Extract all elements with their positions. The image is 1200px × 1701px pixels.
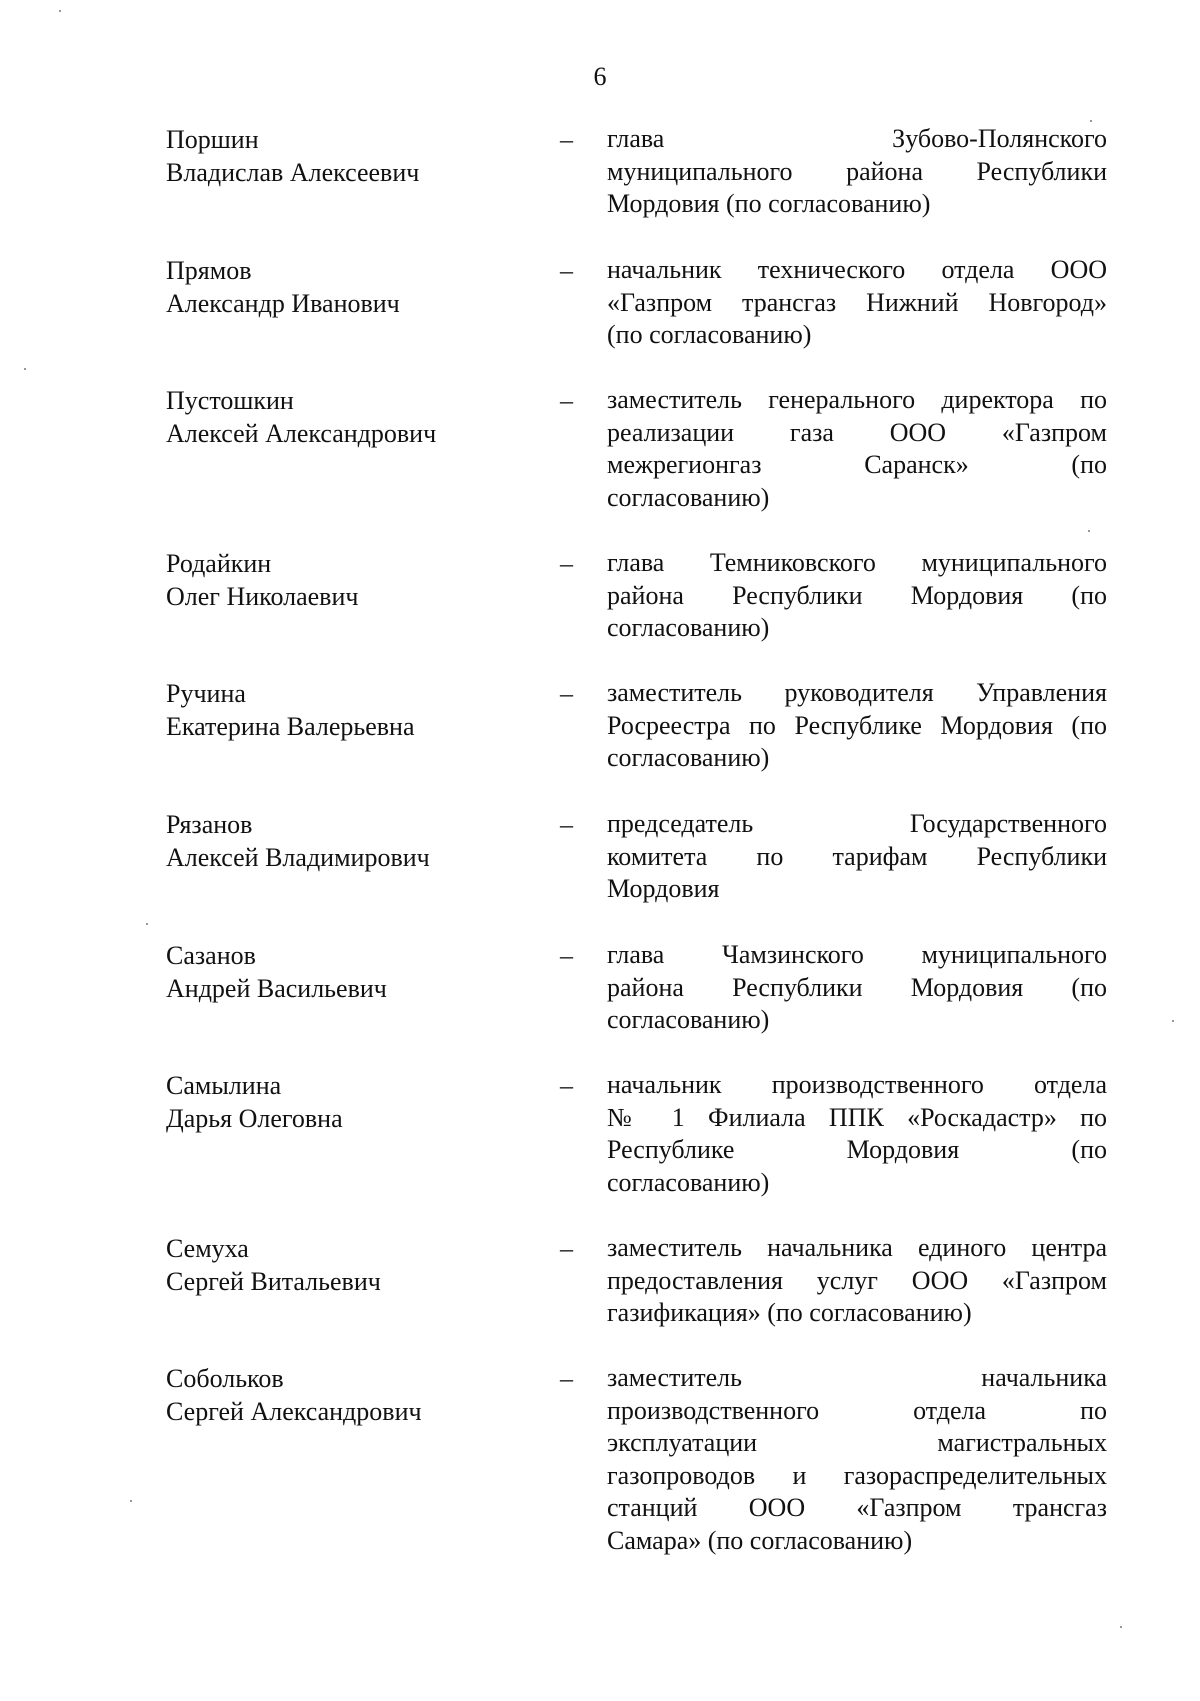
position-line: заместитель начальника единого центра (607, 1233, 1107, 1262)
position-line: начальник производственного отдела (607, 1070, 1107, 1099)
position-line: газопроводов и газораспределительных (607, 1460, 1107, 1490)
position-line: Самара» (по согласованию) (607, 1525, 913, 1555)
person-given-names: Сергей Александрович (166, 1397, 422, 1426)
position-line: «Газпром трансгаз Нижний Новгород» (607, 287, 1107, 317)
person-name (166, 808, 546, 874)
position-line: согласованию) (607, 482, 770, 512)
position-line: района Республики Мордовия (по (607, 972, 1107, 1002)
entry-dash: – (560, 386, 573, 415)
position-description (607, 1069, 1107, 1199)
position-line: предоставления услуг ООО «Газпром (607, 1265, 1107, 1295)
position-line: согласованию) (607, 1167, 770, 1197)
scan-speck (1088, 530, 1090, 532)
person-surname: Семуха (166, 1234, 249, 1263)
position-line: глава Чамзинского муниципального (607, 940, 1107, 969)
entry-dash: – (560, 1071, 573, 1100)
position-description (607, 677, 1107, 775)
person-surname: Родайкин (166, 549, 272, 578)
position-line: заместитель руководителя Управления (607, 678, 1107, 707)
position-line: станций ООО «Газпром трансгаз (607, 1493, 1107, 1522)
position-line: согласованию) (607, 743, 770, 772)
position-line: Мордовия (607, 874, 720, 903)
position-line: согласованию) (607, 1005, 770, 1034)
scan-speck (1172, 1020, 1174, 1022)
position-line: председатель Государственного (607, 809, 1107, 838)
position-line: начальник технического отдела ООО (607, 255, 1107, 284)
position-line: № 1 Филиала ППК «Роскадастр» по (607, 1102, 1107, 1132)
position-line: реализации газа ООО «Газпром (607, 417, 1107, 447)
person-name (166, 677, 546, 743)
person-given-names: Олег Николаевич (166, 582, 359, 611)
entry-dash: – (560, 125, 573, 154)
entry-dash: – (560, 549, 573, 578)
person-surname: Поршин (166, 125, 259, 154)
position-line: производственного отдела по (607, 1395, 1107, 1425)
person-name (166, 939, 546, 1005)
position-description (607, 939, 1107, 1037)
position-line: газификация» (по согласованию) (607, 1298, 972, 1327)
person-name (166, 254, 546, 320)
person-given-names: Дарья Олеговна (166, 1104, 343, 1133)
position-line: эксплуатации магистральных (607, 1428, 1107, 1457)
position-line: муниципального района Республики (607, 156, 1107, 186)
entry-dash: – (560, 1364, 573, 1393)
person-given-names: Екатерина Валерьевна (166, 712, 415, 741)
entry-dash: – (560, 810, 573, 839)
entry-dash: – (560, 256, 573, 285)
position-line: Мордовия (по согласованию) (607, 189, 931, 218)
position-line: глава Темниковского муниципального (607, 548, 1107, 577)
person-given-names: Алексей Александрович (166, 419, 437, 448)
scan-speck (24, 368, 26, 370)
position-line: (по согласованию) (607, 320, 812, 349)
position-line: Росреестра по Республике Мордовия (по (607, 710, 1107, 740)
person-surname: Сазанов (166, 941, 256, 970)
scan-speck (1090, 120, 1092, 122)
page-number: 6 (593, 62, 607, 91)
person-surname: Собольков (166, 1364, 284, 1393)
position-line: Республике Мордовия (по (607, 1135, 1107, 1164)
position-line: глава Зубово-Полянского (607, 124, 1107, 153)
position-description (607, 808, 1107, 906)
person-given-names: Сергей Витальевич (166, 1267, 381, 1296)
scan-speck (59, 10, 61, 12)
person-surname: Рязанов (166, 810, 253, 839)
position-description (607, 1362, 1107, 1557)
person-given-names: Владислав Алексеевич (166, 158, 420, 187)
position-description (607, 547, 1107, 645)
entry-dash: – (560, 1234, 573, 1263)
person-name (166, 123, 546, 189)
entry-dash: – (560, 941, 573, 970)
position-line: согласованию) (607, 613, 770, 642)
person-name (166, 1069, 546, 1135)
person-name (166, 547, 546, 613)
person-name (166, 1362, 546, 1428)
person-name (166, 384, 546, 450)
scan-speck (130, 1500, 132, 1502)
person-surname: Прямов (166, 256, 252, 285)
position-line: комитета по тарифам Республики (607, 841, 1107, 871)
person-given-names: Алексей Владимирович (166, 843, 430, 872)
position-description (607, 254, 1107, 352)
person-surname: Пустошкин (166, 386, 294, 415)
person-given-names: Андрей Васильевич (166, 974, 387, 1003)
position-line: заместитель генерального директора по (607, 385, 1107, 414)
position-description (607, 123, 1107, 221)
position-line: района Республики Мордовия (по (607, 580, 1107, 610)
person-surname: Ручина (166, 679, 246, 708)
position-line: межрегионгаз Саранск» (по (607, 450, 1107, 479)
person-name (166, 1232, 546, 1298)
person-given-names: Александр Иванович (166, 289, 400, 318)
entry-dash: – (560, 679, 573, 708)
scan-speck (146, 923, 148, 925)
position-description (607, 1232, 1107, 1330)
position-description (607, 384, 1107, 514)
person-surname: Самылина (166, 1071, 282, 1100)
scan-speck (1120, 1626, 1122, 1628)
position-line: заместитель начальника (607, 1363, 1107, 1392)
